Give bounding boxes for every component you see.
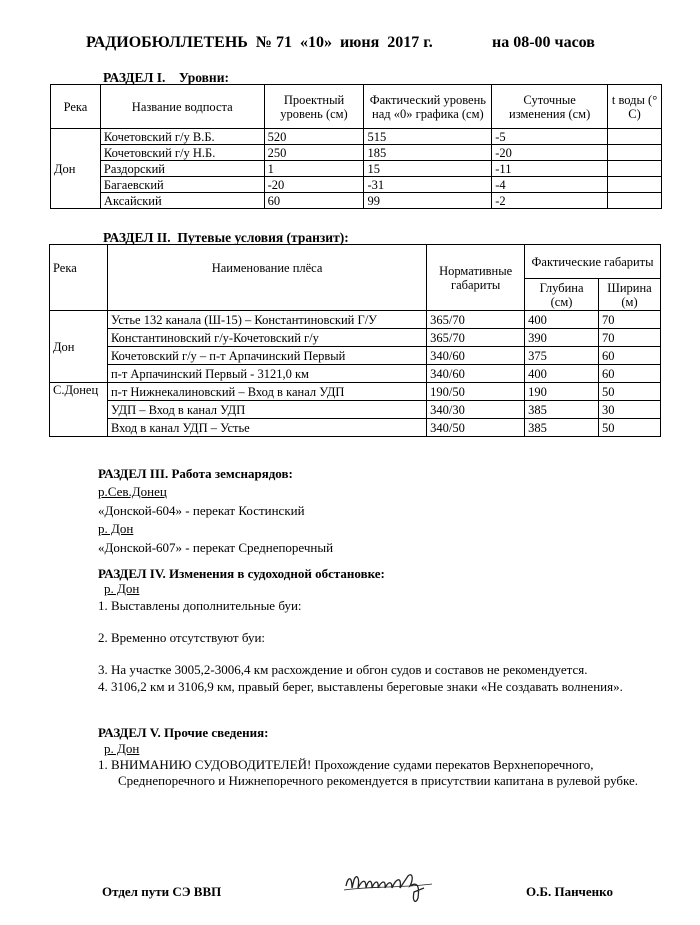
daily-change: -2 <box>492 193 608 209</box>
depth: 190 <box>525 383 599 401</box>
reach-name: Кочетовский г/у – п-т Арпачинский Первый <box>107 347 426 365</box>
notice-item: 1. Выставлены дополнительные буи: <box>98 598 302 613</box>
norm-dims: 190/50 <box>427 383 525 401</box>
width: 50 <box>599 383 661 401</box>
norm-dims: 365/70 <box>427 311 525 329</box>
norm-dims: 340/30 <box>427 401 525 419</box>
river-label: р. Дон <box>104 581 140 596</box>
table-row <box>50 365 661 383</box>
section-4-heading: РАЗДЕЛ IV. Изменения в судоходной обстановке: <box>98 566 385 581</box>
table-row <box>50 383 661 401</box>
norm-dims: 340/60 <box>427 365 525 383</box>
daily-change: -20 <box>492 145 608 161</box>
water-temp <box>608 129 662 145</box>
water-temp <box>608 145 662 161</box>
project-level: 250 <box>264 145 364 161</box>
notice-item: 3. На участке 3005,2-3006,4 км расхождение и обгон судов и составов не рекомендуется. <box>98 662 588 677</box>
norm-dims: 340/60 <box>427 347 525 365</box>
table-row <box>51 145 662 161</box>
reach-name: п-т Арпачинский Первый - 3121,0 км <box>107 365 426 383</box>
col-norm-dims: Нормативные габариты <box>427 245 525 311</box>
water-temp <box>608 177 662 193</box>
table-row <box>50 329 661 347</box>
section-1-heading: РАЗДЕЛ I. Уровни: <box>103 70 229 85</box>
signatory-name: О.Б. Панченко <box>526 884 613 899</box>
depth: 385 <box>525 419 599 437</box>
reach-name: УДП – Вход в канал УДП <box>107 401 426 419</box>
table-row <box>50 311 661 329</box>
col-daily-change: Суточные изменения (см) <box>492 85 608 129</box>
section-3-heading: РАЗДЕЛ III. Работа земснарядов: <box>98 466 293 481</box>
table-row <box>50 347 661 365</box>
river-cell: Дон <box>50 311 108 383</box>
project-level: 1 <box>264 161 364 177</box>
table-row <box>51 129 662 145</box>
transit-table <box>49 244 661 437</box>
station-name: Аксайский <box>100 193 264 209</box>
col-width: Ширина (м) <box>599 279 661 311</box>
depth: 390 <box>525 329 599 347</box>
station-name: Кочетовский г/у Н.Б. <box>100 145 264 161</box>
notice-item: 1. ВНИМАНИЮ СУДОВОДИТЕЛЕЙ! Прохождение судами перекатов Верхнепоречного, Среднепоречного и Нижнепоречного рекомендуется в присутствии капитана в рулевой рубке. <box>98 757 639 788</box>
table-row <box>51 193 662 209</box>
actual-level: 99 <box>364 193 492 209</box>
transit-header-row <box>50 245 661 279</box>
notice-item: 4. 3106,2 км и 3106,9 км, правый берег, выставлены береговые знаки «Не создавать волнения». <box>98 679 623 694</box>
actual-level: 15 <box>364 161 492 177</box>
notice-item: 2. Временно отсутствуют буи: <box>98 630 266 645</box>
col-station: Название водпоста <box>100 85 264 129</box>
bulletin-title-left: РАДИОБЮЛЛЕТЕНЬ № 71 «10» июня 2017 г. <box>86 34 433 51</box>
water-temp <box>608 193 662 209</box>
river-label: р.Сев.Донец <box>98 484 167 500</box>
project-level: -20 <box>264 177 364 193</box>
river-cell: С.Донец <box>50 383 108 437</box>
col-water-temp: t воды (° С) <box>608 85 662 129</box>
col-river: Река <box>50 245 108 311</box>
department-name: Отдел пути СЭ ВВП <box>102 884 222 899</box>
bulletin-title <box>86 34 660 52</box>
depth: 385 <box>525 401 599 419</box>
bulletin-time: на 08-00 часов <box>492 34 595 51</box>
width: 60 <box>599 365 661 383</box>
norm-dims: 340/50 <box>427 419 525 437</box>
station-name: Кочетовский г/у В.Б. <box>100 129 264 145</box>
norm-dims: 365/70 <box>427 329 525 347</box>
project-level: 520 <box>264 129 364 145</box>
table-row <box>50 419 661 437</box>
reach-name: Вход в канал УДП – Устье <box>107 419 426 437</box>
section-5-heading: РАЗДЕЛ V. Прочие сведения: <box>98 725 269 740</box>
station-name: Багаевский <box>100 177 264 193</box>
table-row <box>50 401 661 419</box>
daily-change: -11 <box>492 161 608 177</box>
dredger-line: «Донской-604» - перекат Костинский <box>98 502 305 518</box>
width: 30 <box>599 401 661 419</box>
col-actual-dims: Фактические габариты <box>525 245 661 279</box>
water-temp <box>608 161 662 177</box>
project-level: 60 <box>264 193 364 209</box>
dredger-line: «Донской-607» - перекат Среднепоречный <box>98 539 334 555</box>
river-label: р. Дон <box>98 521 134 537</box>
actual-level: 185 <box>364 145 492 161</box>
signature <box>342 868 442 913</box>
daily-change: -4 <box>492 177 608 193</box>
table-row <box>51 161 662 177</box>
section-2-heading: РАЗДЕЛ II. Путевые условия (транзит): <box>103 230 349 245</box>
actual-level: 515 <box>364 129 492 145</box>
reach-name: Константиновский г/у-Кочетовский г/у <box>107 329 426 347</box>
table-row <box>51 177 662 193</box>
section-3 <box>98 465 333 557</box>
station-name: Раздорский <box>100 161 264 177</box>
col-project-level: Проектный уровень (см) <box>264 85 364 129</box>
reach-name: Устье 132 канала (Ш-15) – Константиновский Г/У <box>107 311 426 329</box>
col-reach: Наименование плёса <box>107 245 426 311</box>
col-river: Река <box>51 85 101 129</box>
river-label: р. Дон <box>104 741 140 756</box>
width: 70 <box>599 311 661 329</box>
daily-change: -5 <box>492 129 608 145</box>
col-actual-level: Фактический уровень над «0» графика (см) <box>364 85 492 129</box>
col-depth: Глубина (см) <box>525 279 599 311</box>
width: 50 <box>599 419 661 437</box>
depth: 375 <box>525 347 599 365</box>
actual-level: -31 <box>364 177 492 193</box>
depth: 400 <box>525 311 599 329</box>
levels-table <box>50 84 662 209</box>
levels-header-row <box>51 85 662 129</box>
reach-name: п-т Нижнекалиновский – Вход в канал УДП <box>107 383 426 401</box>
width: 70 <box>599 329 661 347</box>
depth: 400 <box>525 365 599 383</box>
river-cell: Дон <box>51 129 101 209</box>
signature-scribble <box>342 868 442 908</box>
width: 60 <box>599 347 661 365</box>
